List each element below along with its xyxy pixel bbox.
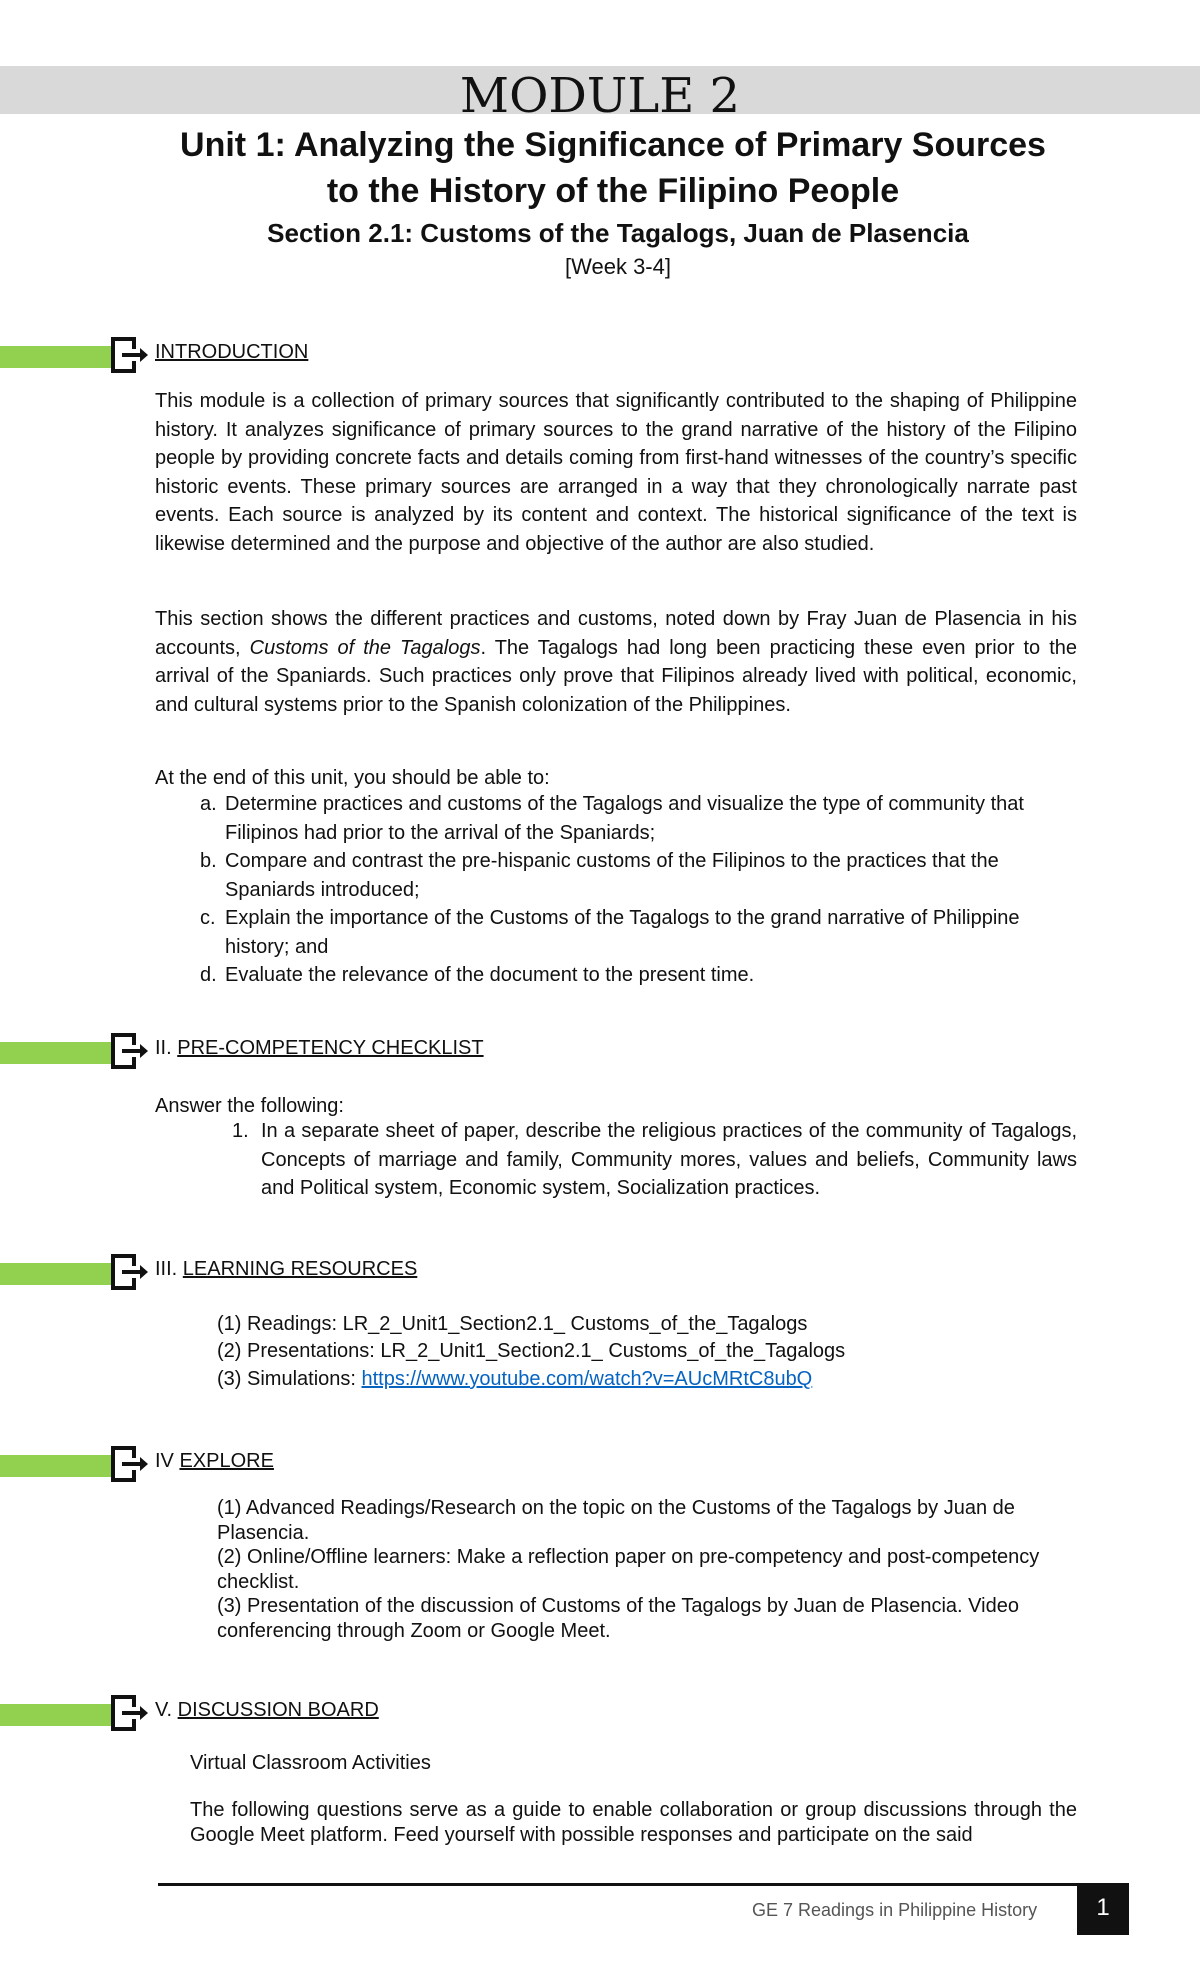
checklist-intro: Answer the following: (155, 1095, 344, 1117)
exit-arrow-icon (110, 1253, 150, 1291)
discussion-prefix: V. (155, 1699, 178, 1721)
objective-text: Determine practices and customs of the Tagalogs and visualize the type of community that Filipinos had prior to the arrival of the Spaniards; (225, 793, 1024, 844)
checklist-heading-text: PRE-COMPETENCY CHECKLIST (177, 1037, 484, 1059)
introduction-header (0, 334, 1100, 374)
unit-title-line-1: Unit 1: Analyzing the Significance of Primary Sources (180, 126, 1046, 164)
exit-arrow-icon (110, 1694, 150, 1732)
objective-marker: d. (200, 964, 217, 986)
resource-readings: (1) Readings: LR_2_Unit1_Section2.1_ Customs_of_the_Tagalogs (217, 1313, 808, 1335)
learning-resources-prefix: III. (155, 1258, 183, 1280)
checklist-heading-prefix: II. (155, 1037, 178, 1059)
green-marker-bar (0, 1263, 112, 1285)
objective-text: Compare and contrast the pre-hispanic customs of the Filipinos to the practices that the Spaniards introduced; (225, 850, 999, 901)
objective-marker: c. (200, 907, 216, 929)
introduction-paragraph-1: This module is a collection of primary sources that significantly contributed to the shaping of Philippine history. It analyzes significance of primary sources to the grand narrative of the history of the Filipino people by providing concrete facts and details coming from first-hand witnesses of the country’s specific historic events. These primary sources are arranged in a way that they chronologically narrate past events. Each source is analyzed by its content and context. The historical significance of the text is likewise determined and the purpose and objective of the author are also studied. (155, 390, 1077, 555)
explore-prefix: IV (155, 1450, 180, 1472)
green-marker-bar (0, 346, 112, 368)
exit-arrow-icon (110, 336, 150, 374)
explore-item: (2) Online/Offline learners: Make a reflection paper on pre-competency and post-competency checklist. (217, 1546, 1040, 1593)
footer-course-name: GE 7 Readings in Philippine History (752, 1900, 1038, 1920)
footer-rule (158, 1883, 1078, 1886)
objective-item (200, 961, 1080, 991)
page-number: 1 (1077, 1883, 1129, 1935)
introduction-paragraph-2 (155, 605, 1077, 719)
checklist-heading (155, 1034, 484, 1062)
simulations-label: (3) Simulations: (217, 1368, 362, 1390)
introduction-heading: INTRODUCTION (155, 341, 309, 363)
discussion-heading-text: DISCUSSION BOARD (177, 1699, 379, 1721)
section-title: Section 2.1: Customs of the Tagalogs, Juan de Plasencia (267, 218, 969, 248)
checklist-item-marker: 1. (232, 1120, 249, 1142)
objective-text: Explain the importance of the Customs of the Tagalogs to the grand narrative of Philippine history; and (225, 907, 1020, 958)
objective-item (200, 790, 1080, 848)
exit-arrow-icon (110, 1445, 150, 1483)
paragraph-2-part-2: . The Tagalogs had long been practicing these even prior to the arrival of the Spaniards. Such practices only prove that Filipinos already lived with political, economic, and cultural systems prior to the Spanish colonization of the Philippines. (155, 636, 1077, 716)
objective-item (200, 847, 1080, 905)
paragraph-2-part-1: This section shows the different practices and customs, noted down by Fray Juan de Plasencia in his accounts, (155, 608, 1077, 659)
discussion-board-heading (155, 1696, 379, 1724)
checklist-item-text: In a separate sheet of paper, describe the religious practices of the community of Tagalogs, Concepts of marriage and family, Community mores, values and beliefs, Community laws and Political system, Economic system, Socialization practices. (261, 1120, 1077, 1199)
module-title: MODULE 2 (459, 68, 741, 124)
discussion-text: The following questions serve as a guide to enable collaboration or group discussions through the Google Meet platform. Feed yourself with possible responses and participate on the said (190, 1799, 1077, 1846)
checklist-header (0, 1030, 1100, 1070)
discussion-subheading: Virtual Classroom Activities (190, 1752, 431, 1774)
customs-of-the-tagalogs-title: Customs of the Tagalogs (249, 636, 481, 659)
learning-resources-header (0, 1251, 1100, 1291)
objective-marker: a. (200, 793, 217, 815)
unit-title (0, 122, 1200, 214)
objective-item (200, 904, 1080, 962)
explore-item: (3) Presentation of the discussion of Customs of the Tagalogs by Juan de Plasencia. Video conferencing through Zoom or Google Meet. (217, 1595, 1019, 1642)
green-marker-bar (0, 1704, 112, 1726)
green-marker-bar (0, 1042, 112, 1064)
exit-arrow-icon (110, 1032, 150, 1070)
learning-resources-heading (155, 1255, 417, 1283)
checklist-item (232, 1117, 1077, 1207)
simulations-link[interactable]: https://www.youtube.com/watch?v=AUcMRtC8ubQ (361, 1368, 813, 1390)
explore-item: (1) Advanced Readings/Research on the topic on the Customs of the Tagalogs by Juan de Plasencia. (217, 1497, 1015, 1544)
resource-presentations: (2) Presentations: LR_2_Unit1_Section2.1_ Customs_of_the_Tagalogs (217, 1340, 846, 1362)
green-marker-bar (0, 1455, 112, 1477)
objectives-intro: At the end of this unit, you should be able to: (155, 767, 550, 789)
learning-resources-heading-text: LEARNING RESOURCES (182, 1258, 418, 1280)
explore-heading (155, 1447, 274, 1475)
objective-text: Evaluate the relevance of the document to the present time. (225, 964, 755, 986)
week-label: [Week 3-4] (565, 254, 671, 279)
discussion-board-header (0, 1692, 1100, 1732)
resource-simulations (217, 1365, 812, 1393)
explore-heading-text: EXPLORE (179, 1450, 274, 1472)
objective-marker: b. (200, 850, 217, 872)
explore-header (0, 1443, 1100, 1483)
unit-title-line-2: to the History of the Filipino People (326, 172, 900, 210)
